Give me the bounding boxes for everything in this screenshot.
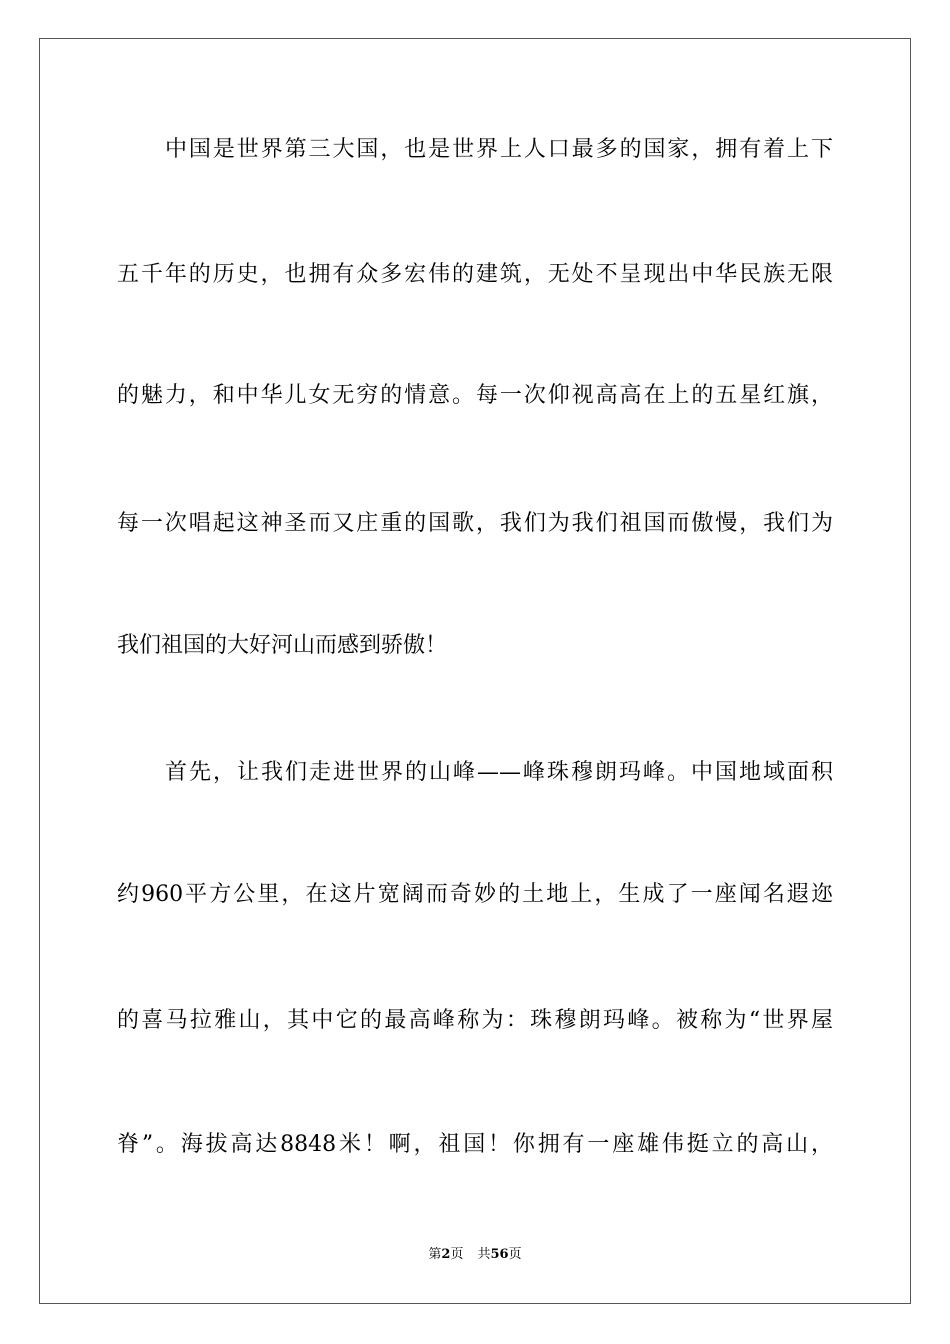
paragraph-1-line-5: 我们祖国的大好河山而感到骄傲！ [117, 633, 448, 658]
paragraph-1-line-1: 中国是世界第三大国，也是世界上人口最多的国家，拥有着上下 [165, 137, 833, 162]
paragraph-1-line-2: 五千年的历史，也拥有众多宏伟的建筑，无处不呈现出中华民族无限 [117, 262, 833, 287]
paragraph-2-line-2: 约960平方公里，在这片宽阔而奇妙的土地上，生成了一座闻名遐迩 [117, 882, 833, 907]
footer-total-suffix: 页 [508, 1247, 522, 1262]
footer-total-prefix: 共 [477, 1247, 491, 1262]
footer-page-number: 2 [441, 1247, 451, 1262]
footer-total-pages: 56 [490, 1247, 509, 1262]
paragraph-2-line-3: 的喜马拉雅山，其中它的最高峰称为：珠穆朗玛峰。被称为“世界屋 [117, 1008, 833, 1033]
paragraph-1-line-4: 每一次唱起这神圣而又庄重的国歌，我们为我们祖国而傲慢，我们为 [117, 511, 833, 536]
page-border [39, 38, 911, 1304]
paragraph-2-line-4: 脊”。海拔高达8848米！啊，祖国！你拥有一座雄伟挺立的高山， [117, 1132, 833, 1157]
footer-page-suffix: 页 [450, 1247, 464, 1262]
footer-page-prefix: 第 [428, 1247, 442, 1262]
page-footer [0, 1246, 950, 1264]
paragraph-1-line-3: 的魅力，和中华儿女无穷的情意。每一次仰视高高在上的五星红旗， [117, 383, 833, 408]
paragraph-2-line-1: 首先，让我们走进世界的山峰——峰珠穆朗玛峰。中国地域面积 [165, 760, 833, 785]
